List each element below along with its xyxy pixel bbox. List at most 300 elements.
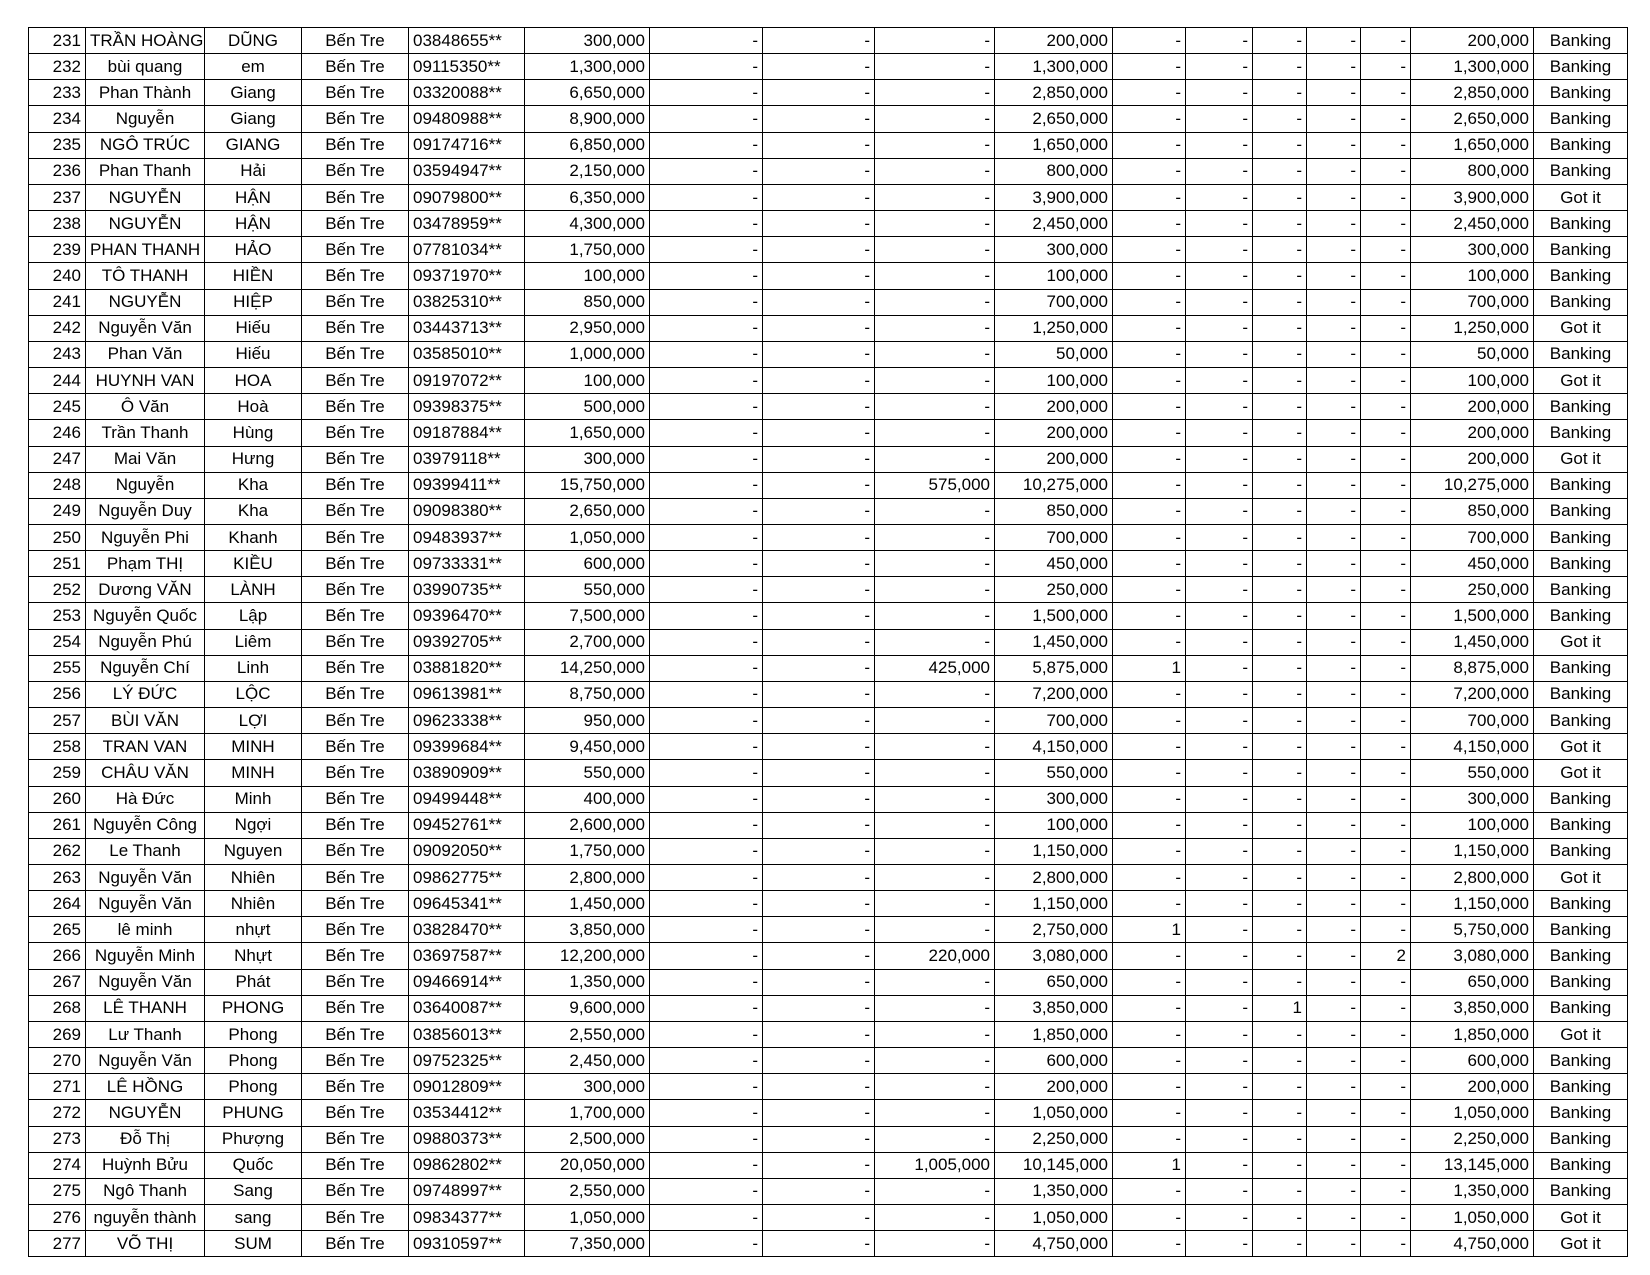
flag-2-cell: - xyxy=(1186,446,1253,472)
flag-5-cell: - xyxy=(1361,917,1411,943)
flag-4-cell: - xyxy=(1307,838,1361,864)
col-c-cell: - xyxy=(875,524,995,550)
amount-total-cell: 100,000 xyxy=(525,368,650,394)
amount-total-cell: 500,000 xyxy=(525,394,650,420)
province-cell: Bến Tre xyxy=(302,1074,409,1100)
amount-final-cell: 1,650,000 xyxy=(1411,132,1534,158)
table-row xyxy=(29,603,1628,629)
amount-paid-cell: 1,500,000 xyxy=(995,603,1113,629)
payment-method-cell: Banking xyxy=(1534,551,1628,577)
flag-1-cell: - xyxy=(1113,1048,1186,1074)
flag-1-cell: - xyxy=(1113,629,1186,655)
col-c-cell: - xyxy=(875,341,995,367)
phone-number-cell: 03990735** xyxy=(409,577,525,603)
col-a-cell: - xyxy=(650,1048,763,1074)
payment-method-cell: Banking xyxy=(1534,394,1628,420)
col-b-cell: - xyxy=(763,184,875,210)
phone-number-cell: 03640087** xyxy=(409,995,525,1021)
flag-1-cell: - xyxy=(1113,995,1186,1021)
flag-4-cell: - xyxy=(1307,132,1361,158)
table-row xyxy=(29,446,1628,472)
amount-paid-cell: 100,000 xyxy=(995,368,1113,394)
col-b-cell: - xyxy=(763,54,875,80)
col-a-cell: - xyxy=(650,80,763,106)
flag-4-cell: - xyxy=(1307,394,1361,420)
flag-4-cell: - xyxy=(1307,551,1361,577)
col-c-cell: - xyxy=(875,1100,995,1126)
flag-1-cell: 1 xyxy=(1113,655,1186,681)
phone-number-cell: 09645341** xyxy=(409,891,525,917)
flag-4-cell: - xyxy=(1307,1074,1361,1100)
amount-final-cell: 1,450,000 xyxy=(1411,629,1534,655)
col-c-cell: - xyxy=(875,420,995,446)
flag-1-cell: - xyxy=(1113,969,1186,995)
amount-total-cell: 300,000 xyxy=(525,28,650,54)
col-a-cell: - xyxy=(650,394,763,420)
payment-method-cell: Banking xyxy=(1534,969,1628,995)
phone-number-cell: 09733331** xyxy=(409,551,525,577)
flag-1-cell: - xyxy=(1113,865,1186,891)
row-number-cell: 259 xyxy=(29,760,86,786)
amount-paid-cell: 700,000 xyxy=(995,289,1113,315)
col-b-cell: - xyxy=(763,551,875,577)
col-c-cell: - xyxy=(875,106,995,132)
row-number-cell: 264 xyxy=(29,891,86,917)
amount-total-cell: 8,900,000 xyxy=(525,106,650,132)
col-b-cell: - xyxy=(763,1126,875,1152)
amount-paid-cell: 2,450,000 xyxy=(995,211,1113,237)
flag-5-cell: - xyxy=(1361,184,1411,210)
col-b-cell: - xyxy=(763,1048,875,1074)
amount-total-cell: 2,600,000 xyxy=(525,812,650,838)
table-row xyxy=(29,1074,1628,1100)
flag-2-cell: - xyxy=(1186,237,1253,263)
flag-5-cell: - xyxy=(1361,394,1411,420)
payment-method-cell: Got it xyxy=(1534,1021,1628,1047)
table-row xyxy=(29,734,1628,760)
phone-number-cell: 09748997** xyxy=(409,1178,525,1204)
col-a-cell: - xyxy=(650,577,763,603)
flag-1-cell: - xyxy=(1113,681,1186,707)
payment-method-cell: Banking xyxy=(1534,54,1628,80)
amount-final-cell: 50,000 xyxy=(1411,341,1534,367)
table-row xyxy=(29,28,1628,54)
province-cell: Bến Tre xyxy=(302,865,409,891)
flag-5-cell: - xyxy=(1361,80,1411,106)
col-b-cell: - xyxy=(763,577,875,603)
flag-4-cell: - xyxy=(1307,158,1361,184)
flag-1-cell: - xyxy=(1113,603,1186,629)
flag-5-cell: - xyxy=(1361,1048,1411,1074)
col-a-cell: - xyxy=(650,237,763,263)
col-a-cell: - xyxy=(650,1205,763,1231)
province-cell: Bến Tre xyxy=(302,394,409,420)
col-b-cell: - xyxy=(763,1231,875,1257)
flag-2-cell: - xyxy=(1186,106,1253,132)
flag-1-cell: - xyxy=(1113,368,1186,394)
amount-final-cell: 5,750,000 xyxy=(1411,917,1534,943)
flag-5-cell: - xyxy=(1361,211,1411,237)
table-row xyxy=(29,551,1628,577)
flag-2-cell: - xyxy=(1186,472,1253,498)
payment-method-cell: Banking xyxy=(1534,995,1628,1021)
col-b-cell: - xyxy=(763,211,875,237)
col-b-cell: - xyxy=(763,786,875,812)
payment-method-cell: Banking xyxy=(1534,838,1628,864)
row-number-cell: 245 xyxy=(29,394,86,420)
col-c-cell: - xyxy=(875,132,995,158)
flag-5-cell: - xyxy=(1361,28,1411,54)
given-name-cell: Phượng xyxy=(205,1126,302,1152)
flag-2-cell: - xyxy=(1186,341,1253,367)
given-name-cell: Phát xyxy=(205,969,302,995)
amount-total-cell: 100,000 xyxy=(525,263,650,289)
given-name-cell: Linh xyxy=(205,655,302,681)
col-a-cell: - xyxy=(650,498,763,524)
row-number-cell: 269 xyxy=(29,1021,86,1047)
col-c-cell: - xyxy=(875,865,995,891)
flag-3-cell: - xyxy=(1253,132,1307,158)
flag-2-cell: - xyxy=(1186,1074,1253,1100)
province-cell: Bến Tre xyxy=(302,603,409,629)
payment-method-cell: Banking xyxy=(1534,1048,1628,1074)
flag-3-cell: - xyxy=(1253,211,1307,237)
flag-1-cell: - xyxy=(1113,446,1186,472)
amount-final-cell: 2,800,000 xyxy=(1411,865,1534,891)
amount-paid-cell: 3,850,000 xyxy=(995,995,1113,1021)
col-b-cell: - xyxy=(763,158,875,184)
amount-paid-cell: 5,875,000 xyxy=(995,655,1113,681)
flag-5-cell: - xyxy=(1361,158,1411,184)
amount-paid-cell: 850,000 xyxy=(995,498,1113,524)
given-name-cell: Minh xyxy=(205,786,302,812)
province-cell: Bến Tre xyxy=(302,132,409,158)
flag-3-cell: - xyxy=(1253,1021,1307,1047)
flag-2-cell: - xyxy=(1186,917,1253,943)
table-row xyxy=(29,80,1628,106)
flag-3-cell: - xyxy=(1253,289,1307,315)
family-name-cell: Dương VĂN xyxy=(86,577,205,603)
flag-2-cell: - xyxy=(1186,812,1253,838)
payment-method-cell: Banking xyxy=(1534,158,1628,184)
phone-number-cell: 09880373** xyxy=(409,1126,525,1152)
province-cell: Bến Tre xyxy=(302,812,409,838)
flag-2-cell: - xyxy=(1186,28,1253,54)
col-b-cell: - xyxy=(763,498,875,524)
col-a-cell: - xyxy=(650,917,763,943)
amount-final-cell: 1,350,000 xyxy=(1411,1178,1534,1204)
row-number-cell: 266 xyxy=(29,943,86,969)
province-cell: Bến Tre xyxy=(302,315,409,341)
family-name-cell: Mai Văn xyxy=(86,446,205,472)
flag-1-cell: 1 xyxy=(1113,917,1186,943)
row-number-cell: 248 xyxy=(29,472,86,498)
amount-final-cell: 1,050,000 xyxy=(1411,1205,1534,1231)
flag-3-cell: - xyxy=(1253,629,1307,655)
amount-paid-cell: 450,000 xyxy=(995,551,1113,577)
flag-1-cell: - xyxy=(1113,524,1186,550)
given-name-cell: Liêm xyxy=(205,629,302,655)
phone-number-cell: 07781034** xyxy=(409,237,525,263)
flag-4-cell: - xyxy=(1307,786,1361,812)
amount-total-cell: 2,950,000 xyxy=(525,315,650,341)
row-number-cell: 257 xyxy=(29,708,86,734)
flag-3-cell: - xyxy=(1253,420,1307,446)
col-b-cell: - xyxy=(763,995,875,1021)
table-row xyxy=(29,629,1628,655)
flag-1-cell: - xyxy=(1113,315,1186,341)
flag-3-cell: - xyxy=(1253,446,1307,472)
amount-paid-cell: 4,750,000 xyxy=(995,1231,1113,1257)
col-a-cell: - xyxy=(650,1074,763,1100)
flag-5-cell: - xyxy=(1361,237,1411,263)
flag-3-cell: - xyxy=(1253,1074,1307,1100)
col-b-cell: - xyxy=(763,472,875,498)
flag-2-cell: - xyxy=(1186,995,1253,1021)
payment-method-cell: Banking xyxy=(1534,1126,1628,1152)
row-number-cell: 242 xyxy=(29,315,86,341)
given-name-cell: Khanh xyxy=(205,524,302,550)
amount-final-cell: 2,250,000 xyxy=(1411,1126,1534,1152)
province-cell: Bến Tre xyxy=(302,1178,409,1204)
flag-1-cell: - xyxy=(1113,472,1186,498)
flag-3-cell: - xyxy=(1253,524,1307,550)
given-name-cell: KIỀU xyxy=(205,551,302,577)
phone-number-cell: 03320088** xyxy=(409,80,525,106)
given-name-cell: Giang xyxy=(205,80,302,106)
table-row xyxy=(29,891,1628,917)
flag-3-cell: - xyxy=(1253,760,1307,786)
flag-2-cell: - xyxy=(1186,184,1253,210)
flag-1-cell: - xyxy=(1113,1178,1186,1204)
col-a-cell: - xyxy=(650,368,763,394)
flag-5-cell: - xyxy=(1361,263,1411,289)
col-a-cell: - xyxy=(650,1152,763,1178)
payment-method-cell: Banking xyxy=(1534,211,1628,237)
flag-2-cell: - xyxy=(1186,760,1253,786)
col-b-cell: - xyxy=(763,315,875,341)
col-b-cell: - xyxy=(763,629,875,655)
flag-4-cell: - xyxy=(1307,969,1361,995)
row-number-cell: 258 xyxy=(29,734,86,760)
amount-paid-cell: 1,300,000 xyxy=(995,54,1113,80)
flag-2-cell: - xyxy=(1186,1178,1253,1204)
given-name-cell: Hoà xyxy=(205,394,302,420)
province-cell: Bến Tre xyxy=(302,498,409,524)
flag-2-cell: - xyxy=(1186,498,1253,524)
flag-3-cell: - xyxy=(1253,969,1307,995)
table-row xyxy=(29,420,1628,446)
family-name-cell: Lư Thanh xyxy=(86,1021,205,1047)
table-row xyxy=(29,577,1628,603)
given-name-cell: PHUNG xyxy=(205,1100,302,1126)
row-number-cell: 235 xyxy=(29,132,86,158)
flag-2-cell: - xyxy=(1186,1021,1253,1047)
flag-2-cell: - xyxy=(1186,551,1253,577)
row-number-cell: 253 xyxy=(29,603,86,629)
flag-5-cell: - xyxy=(1361,603,1411,629)
col-b-cell: - xyxy=(763,708,875,734)
flag-2-cell: - xyxy=(1186,865,1253,891)
col-a-cell: - xyxy=(650,1126,763,1152)
amount-total-cell: 14,250,000 xyxy=(525,655,650,681)
amount-total-cell: 550,000 xyxy=(525,760,650,786)
row-number-cell: 275 xyxy=(29,1178,86,1204)
flag-4-cell: - xyxy=(1307,80,1361,106)
family-name-cell: Phan Thành xyxy=(86,80,205,106)
province-cell: Bến Tre xyxy=(302,786,409,812)
amount-final-cell: 800,000 xyxy=(1411,158,1534,184)
flag-2-cell: - xyxy=(1186,1231,1253,1257)
amount-final-cell: 1,300,000 xyxy=(1411,54,1534,80)
row-number-cell: 274 xyxy=(29,1152,86,1178)
flag-3-cell: - xyxy=(1253,681,1307,707)
flag-1-cell: - xyxy=(1113,28,1186,54)
amount-paid-cell: 10,275,000 xyxy=(995,472,1113,498)
family-name-cell: bùi quang xyxy=(86,54,205,80)
flag-1-cell: - xyxy=(1113,1021,1186,1047)
table-row xyxy=(29,1100,1628,1126)
flag-5-cell: - xyxy=(1361,1074,1411,1100)
flag-4-cell: - xyxy=(1307,760,1361,786)
col-b-cell: - xyxy=(763,812,875,838)
flag-5-cell: - xyxy=(1361,1100,1411,1126)
amount-total-cell: 2,650,000 xyxy=(525,498,650,524)
col-c-cell: 1,005,000 xyxy=(875,1152,995,1178)
col-b-cell: - xyxy=(763,1152,875,1178)
payment-method-cell: Banking xyxy=(1534,917,1628,943)
flag-3-cell: - xyxy=(1253,943,1307,969)
amount-final-cell: 100,000 xyxy=(1411,368,1534,394)
amount-total-cell: 1,750,000 xyxy=(525,237,650,263)
col-c-cell: - xyxy=(875,211,995,237)
flag-5-cell: - xyxy=(1361,681,1411,707)
payment-method-cell: Banking xyxy=(1534,1152,1628,1178)
col-a-cell: - xyxy=(650,760,763,786)
col-a-cell: - xyxy=(650,289,763,315)
amount-paid-cell: 200,000 xyxy=(995,394,1113,420)
flag-5-cell: - xyxy=(1361,1152,1411,1178)
col-a-cell: - xyxy=(650,341,763,367)
amount-final-cell: 1,850,000 xyxy=(1411,1021,1534,1047)
col-c-cell: - xyxy=(875,577,995,603)
family-name-cell: Nguyễn xyxy=(86,472,205,498)
flag-3-cell: - xyxy=(1253,917,1307,943)
payment-method-cell: Got it xyxy=(1534,446,1628,472)
data-table xyxy=(28,27,1628,1257)
table-body xyxy=(29,28,1628,1257)
given-name-cell: Nhựt xyxy=(205,943,302,969)
flag-1-cell: - xyxy=(1113,760,1186,786)
payment-method-cell: Banking xyxy=(1534,263,1628,289)
flag-4-cell: - xyxy=(1307,1126,1361,1152)
amount-final-cell: 200,000 xyxy=(1411,1074,1534,1100)
amount-total-cell: 2,550,000 xyxy=(525,1178,650,1204)
flag-3-cell: - xyxy=(1253,237,1307,263)
family-name-cell: LÊ THANH xyxy=(86,995,205,1021)
col-b-cell: - xyxy=(763,368,875,394)
phone-number-cell: 09396470** xyxy=(409,603,525,629)
province-cell: Bến Tre xyxy=(302,681,409,707)
flag-1-cell: - xyxy=(1113,1074,1186,1100)
given-name-cell: Nhiên xyxy=(205,865,302,891)
flag-3-cell: - xyxy=(1253,891,1307,917)
row-number-cell: 244 xyxy=(29,368,86,394)
col-a-cell: - xyxy=(650,551,763,577)
table-row xyxy=(29,263,1628,289)
province-cell: Bến Tre xyxy=(302,760,409,786)
flag-3-cell: - xyxy=(1253,1100,1307,1126)
col-b-cell: - xyxy=(763,132,875,158)
flag-1-cell: - xyxy=(1113,551,1186,577)
phone-number-cell: 09392705** xyxy=(409,629,525,655)
flag-2-cell: - xyxy=(1186,577,1253,603)
flag-4-cell: - xyxy=(1307,315,1361,341)
col-a-cell: - xyxy=(650,786,763,812)
amount-final-cell: 200,000 xyxy=(1411,394,1534,420)
col-c-cell: - xyxy=(875,969,995,995)
flag-4-cell: - xyxy=(1307,289,1361,315)
row-number-cell: 255 xyxy=(29,655,86,681)
col-b-cell: - xyxy=(763,734,875,760)
col-b-cell: - xyxy=(763,1178,875,1204)
amount-final-cell: 8,875,000 xyxy=(1411,655,1534,681)
payment-method-cell: Banking xyxy=(1534,786,1628,812)
phone-number-cell: 09623338** xyxy=(409,708,525,734)
given-name-cell: Sang xyxy=(205,1178,302,1204)
province-cell: Bến Tre xyxy=(302,524,409,550)
province-cell: Bến Tre xyxy=(302,1205,409,1231)
given-name-cell: LÀNH xyxy=(205,577,302,603)
flag-4-cell: - xyxy=(1307,341,1361,367)
province-cell: Bến Tre xyxy=(302,237,409,263)
flag-1-cell: - xyxy=(1113,577,1186,603)
amount-final-cell: 700,000 xyxy=(1411,524,1534,550)
flag-3-cell: - xyxy=(1253,865,1307,891)
row-number-cell: 233 xyxy=(29,80,86,106)
col-a-cell: - xyxy=(650,420,763,446)
family-name-cell: Nguyễn Phú xyxy=(86,629,205,655)
family-name-cell: Nguyễn Văn xyxy=(86,891,205,917)
flag-3-cell: - xyxy=(1253,551,1307,577)
table-row xyxy=(29,969,1628,995)
col-b-cell: - xyxy=(763,655,875,681)
flag-1-cell: - xyxy=(1113,106,1186,132)
flag-5-cell: - xyxy=(1361,891,1411,917)
amount-total-cell: 1,300,000 xyxy=(525,54,650,80)
province-cell: Bến Tre xyxy=(302,995,409,1021)
table-row xyxy=(29,315,1628,341)
flag-1-cell: - xyxy=(1113,786,1186,812)
family-name-cell: Nguyễn Minh xyxy=(86,943,205,969)
flag-1-cell: - xyxy=(1113,1231,1186,1257)
row-number-cell: 236 xyxy=(29,158,86,184)
phone-number-cell: 09752325** xyxy=(409,1048,525,1074)
flag-2-cell: - xyxy=(1186,786,1253,812)
flag-1-cell: - xyxy=(1113,289,1186,315)
flag-2-cell: - xyxy=(1186,524,1253,550)
flag-3-cell: - xyxy=(1253,734,1307,760)
payment-method-cell: Banking xyxy=(1534,132,1628,158)
row-number-cell: 271 xyxy=(29,1074,86,1100)
flag-4-cell: - xyxy=(1307,655,1361,681)
amount-paid-cell: 1,250,000 xyxy=(995,315,1113,341)
given-name-cell: HIỆP xyxy=(205,289,302,315)
row-number-cell: 241 xyxy=(29,289,86,315)
flag-4-cell: - xyxy=(1307,472,1361,498)
col-c-cell: 220,000 xyxy=(875,943,995,969)
col-a-cell: - xyxy=(650,1231,763,1257)
